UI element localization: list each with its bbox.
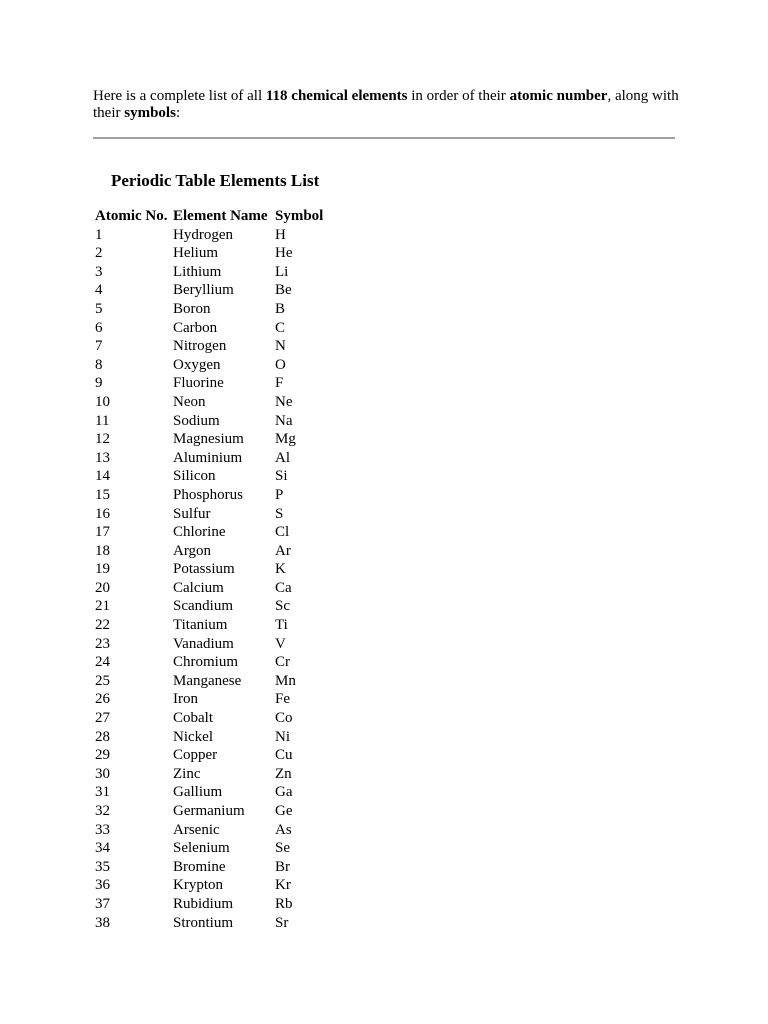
atomic-number-cell: 8 [95, 356, 103, 373]
element-name-cell: Aluminium [173, 449, 243, 466]
atomic-number-cell: 25 [95, 672, 110, 689]
atomic-number-cell: 7 [95, 338, 103, 355]
element-name-cell: Calcium [173, 579, 224, 596]
elements-table-head [93, 207, 327, 226]
atomic-number-cell: 30 [95, 765, 110, 782]
atomic-number-cell: 9 [95, 375, 103, 392]
table-row [93, 579, 327, 598]
symbol-cell: N [275, 338, 286, 355]
intro-text-middle2: , along with their [93, 88, 679, 121]
table-row [93, 263, 327, 282]
table-row [93, 505, 327, 524]
table-row [93, 374, 327, 393]
element-name-cell: Manganese [173, 672, 242, 689]
horizontal-divider [93, 137, 675, 139]
element-name-cell: Neon [173, 393, 206, 410]
symbol-cell: Zn [275, 765, 292, 782]
element-name-cell: Germanium [173, 803, 245, 819]
element-name-cell: Iron [173, 691, 198, 708]
element-name-cell: Argon [173, 542, 212, 559]
symbol-cell: Ge [275, 803, 293, 819]
table-row [93, 876, 327, 895]
table-row [93, 449, 327, 468]
symbol-cell: Ti [275, 617, 288, 634]
atomic-number-cell: 18 [95, 542, 110, 559]
table-row [93, 393, 327, 412]
atomic-number-cell: 5 [95, 300, 103, 317]
atomic-number-cell: 6 [95, 319, 103, 336]
header-atomic-no: Atomic No. [95, 208, 168, 224]
atomic-number-cell: 12 [95, 431, 110, 448]
element-name-cell: Chlorine [173, 524, 226, 541]
symbol-cell: Na [275, 412, 293, 429]
symbol-cell: Al [275, 449, 290, 466]
table-row [93, 337, 327, 356]
atomic-number-cell: 38 [95, 914, 110, 931]
symbol-cell: Si [275, 468, 288, 485]
symbol-cell: Br [275, 858, 290, 875]
intro-paragraph [93, 88, 683, 121]
table-row [93, 467, 327, 486]
element-name-cell: Carbon [173, 319, 218, 336]
table-row [93, 560, 327, 579]
atomic-number-cell: 4 [95, 282, 103, 299]
element-name-cell: Boron [173, 300, 211, 317]
elements-table [93, 207, 327, 932]
intro-bold-element-count: 118 chemical elements [265, 88, 408, 104]
symbol-cell: F [275, 375, 284, 392]
table-row [93, 821, 327, 840]
table-header-row [93, 207, 327, 226]
symbol-cell: S [275, 505, 284, 522]
symbol-cell: Be [275, 282, 292, 299]
table-row [93, 430, 327, 449]
atomic-number-cell: 1 [95, 226, 103, 243]
table-row [93, 914, 327, 933]
symbol-cell: Ni [275, 728, 290, 745]
element-name-cell: Scandium [173, 598, 233, 615]
table-row [93, 523, 327, 542]
element-name-cell: Copper [173, 747, 218, 764]
intro-text-prefix: Here is a complete list of all [93, 88, 266, 104]
element-name-cell: Lithium [173, 263, 222, 280]
atomic-number-cell: 22 [95, 617, 110, 634]
atomic-number-cell: 17 [95, 524, 110, 541]
symbol-cell: C [275, 319, 286, 336]
atomic-number-cell: 37 [95, 895, 110, 912]
page-title: Periodic Table Elements List [111, 171, 320, 190]
atomic-number-cell: 16 [95, 505, 110, 522]
table-row [93, 281, 327, 300]
intro-bold-symbols: symbols [124, 104, 176, 121]
element-name-cell: Chromium [173, 654, 239, 671]
symbol-cell: Mg [275, 431, 296, 448]
atomic-number-cell: 23 [95, 635, 110, 652]
element-name-cell: Selenium [173, 840, 230, 857]
element-name-cell: Nickel [173, 728, 213, 745]
element-name-cell: Arsenic [173, 821, 220, 838]
atomic-number-cell: 29 [95, 747, 110, 764]
element-name-cell: Silicon [173, 468, 216, 485]
element-name-cell: Oxygen [173, 356, 221, 373]
table-row [93, 319, 327, 338]
symbol-cell: Co [275, 710, 293, 727]
symbol-cell: Ca [275, 579, 292, 596]
atomic-number-cell: 26 [95, 691, 110, 708]
table-row [93, 765, 327, 784]
table-row [93, 486, 327, 505]
atomic-number-cell: 34 [95, 840, 110, 857]
elements-table-body [93, 226, 327, 933]
atomic-number-cell: 24 [95, 654, 110, 671]
element-name-cell: Rubidium [173, 895, 234, 912]
table-row [93, 653, 327, 672]
symbol-cell: K [275, 561, 286, 578]
table-row [93, 690, 327, 709]
atomic-number-cell: 35 [95, 858, 110, 875]
table-row [93, 226, 327, 245]
symbol-cell: Kr [275, 877, 291, 894]
symbol-cell: Ne [275, 393, 293, 410]
symbol-cell: Cu [275, 747, 293, 764]
table-row [93, 672, 327, 691]
symbol-cell: H [275, 226, 286, 243]
table-row [93, 728, 327, 747]
element-name-cell: Sodium [173, 412, 220, 429]
element-name-cell: Vanadium [173, 635, 234, 652]
element-name-cell: Fluorine [173, 375, 224, 392]
atomic-number-cell: 28 [95, 728, 110, 745]
table-row [93, 895, 327, 914]
element-name-cell: Beryllium [173, 282, 234, 299]
table-row [93, 709, 327, 728]
symbol-cell: Li [275, 263, 289, 280]
intro-text-suffix: : [175, 104, 181, 121]
element-name-cell: Krypton [173, 877, 223, 894]
symbol-cell: Se [275, 840, 290, 857]
table-row [93, 597, 327, 616]
symbol-cell: Ga [275, 784, 293, 801]
element-name-cell: Gallium [173, 784, 223, 801]
table-row [93, 858, 327, 877]
symbol-cell: Ar [275, 542, 291, 559]
symbol-cell: Sc [275, 598, 290, 615]
table-row [93, 616, 327, 635]
atomic-number-cell: 36 [95, 877, 110, 894]
symbol-cell: He [275, 245, 293, 262]
atomic-number-cell: 32 [95, 803, 110, 819]
atomic-number-cell: 2 [95, 245, 103, 262]
table-row [93, 412, 327, 431]
table-row [93, 746, 327, 765]
element-name-cell: Titanium [173, 617, 228, 634]
element-name-cell: Zinc [173, 765, 201, 782]
atomic-number-cell: 33 [95, 821, 110, 838]
intro-text-middle: in order of their [407, 88, 510, 104]
symbol-cell: Rb [275, 895, 293, 912]
atomic-number-cell: 27 [95, 710, 110, 727]
table-row [93, 244, 327, 263]
intro-bold-atomic-number: atomic number [509, 88, 608, 104]
atomic-number-cell: 19 [95, 561, 110, 578]
table-row [93, 300, 327, 319]
symbol-cell: B [275, 300, 286, 317]
table-row [93, 839, 327, 858]
element-name-cell: Potassium [173, 561, 235, 578]
symbol-cell: Cr [275, 654, 290, 671]
symbol-cell: Mn [275, 672, 296, 689]
atomic-number-cell: 13 [95, 449, 110, 466]
atomic-number-cell: 20 [95, 579, 110, 596]
table-row [93, 542, 327, 561]
table-row [93, 783, 327, 802]
symbol-cell: Fe [275, 691, 290, 708]
element-name-cell: Magnesium [173, 431, 244, 448]
element-name-cell: Phosphorus [173, 486, 244, 503]
element-name-cell: Bromine [173, 858, 226, 875]
atomic-number-cell: 15 [95, 486, 110, 503]
symbol-cell: Sr [275, 914, 289, 931]
atomic-number-cell: 10 [95, 393, 110, 410]
atomic-number-cell: 31 [95, 784, 110, 801]
symbol-cell: V [275, 635, 286, 652]
atomic-number-cell: 14 [95, 468, 110, 485]
element-name-cell: Nitrogen [173, 338, 227, 355]
atomic-number-cell: 21 [95, 598, 110, 615]
element-name-cell: Strontium [173, 914, 234, 931]
element-name-cell: Helium [173, 245, 218, 262]
atomic-number-cell: 11 [95, 412, 110, 429]
table-row [93, 356, 327, 375]
table-row [93, 802, 327, 821]
header-element-name: Element Name [173, 208, 268, 224]
element-name-cell: Hydrogen [173, 226, 233, 243]
atomic-number-cell: 3 [95, 263, 103, 280]
header-symbol: Symbol [275, 208, 324, 224]
symbol-cell: As [275, 821, 292, 838]
symbol-cell: Cl [275, 524, 290, 541]
table-row [93, 635, 327, 654]
symbol-cell: O [275, 356, 286, 373]
element-name-cell: Cobalt [173, 710, 213, 727]
element-name-cell: Sulfur [173, 505, 211, 522]
symbol-cell: P [275, 486, 284, 503]
